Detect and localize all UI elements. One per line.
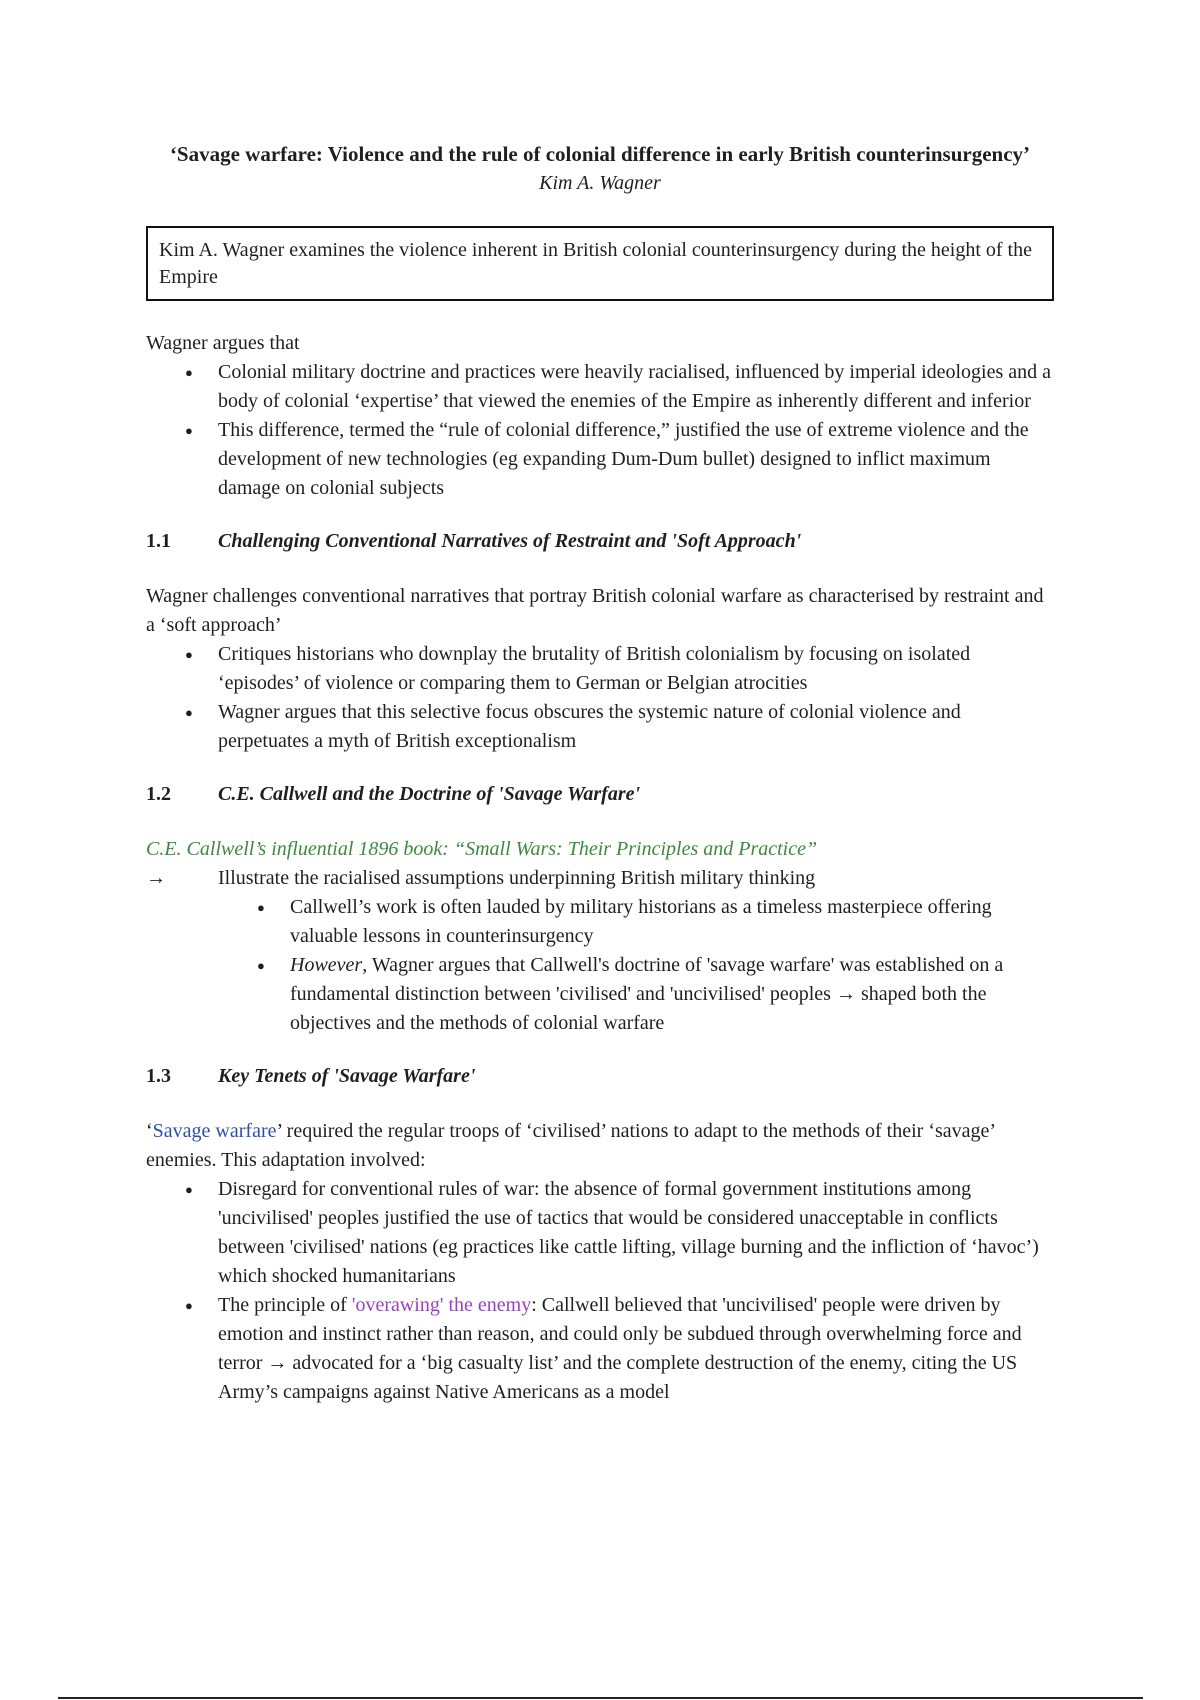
document-page — [146, 140, 1054, 1407]
section-1-3-paragraph — [146, 1117, 1054, 1175]
section-heading-1-2 — [146, 780, 1054, 809]
list-item-text: The principle of — [218, 1294, 352, 1316]
book-reference: C.E. Callwell’s influential 1896 book: “Small Wars: Their Principles and Practice” — [146, 838, 818, 860]
emphasis-text: However — [290, 954, 363, 976]
open-quote: ‘ — [146, 1120, 153, 1142]
section-title: C.E. Callwell and the Doctrine of 'Savage Warfare' — [218, 783, 641, 805]
section-1-3-bullet-list — [146, 1175, 1054, 1407]
highlighted-term: 'overawing' the enemy — [351, 1294, 532, 1316]
document-title: ‘Savage warfare: Violence and the rule of colonial difference in early British counterinsurgency’ — [169, 142, 1031, 166]
intro-lead: Wagner argues that — [146, 332, 300, 354]
page-bottom-rule — [58, 1697, 1143, 1699]
document-author: Kim A. Wagner — [539, 172, 661, 194]
highlighted-term: Savage warfare — [152, 1120, 277, 1142]
section-number: 1.2 — [146, 783, 171, 805]
section-number: 1.3 — [146, 1065, 171, 1087]
list-item-text: , Wagner argues that Callwell's doctrine of 'savage warfare' was established on a fundamental distinction between 'civilised' and 'uncivilised' peoples → shaped both the objectives and the methods of colonial warfare — [290, 954, 1004, 1034]
section-title: Challenging Conventional Narratives of Restraint and 'Soft Approach' — [218, 530, 802, 552]
list-item — [218, 1291, 1054, 1407]
section-1-1-bullet-list — [146, 640, 1054, 756]
list-item: ● Critiques historians who downplay the brutality of British colonialism by focusing on isolated ‘episodes’ of violence or comparing them to German or Belgian atrocities — [218, 640, 1054, 698]
section-heading-1-3 — [146, 1062, 1054, 1091]
section-1-1-paragraph: Wagner challenges conventional narratives that portray British colonial warfare as characterised by restraint and a ‘soft approach’ — [146, 585, 1044, 636]
arrow-note — [146, 864, 1054, 893]
list-item — [290, 951, 1054, 1038]
list-item: ● Callwell’s work is often lauded by military historians as a timeless masterpiece offering valuable lessons in counterinsurgency — [290, 893, 1054, 951]
section-1-2-bullet-list — [146, 893, 1054, 1038]
summary-box: Kim A. Wagner examines the violence inherent in British colonial counterinsurgency during the height of the Empire — [146, 226, 1054, 301]
list-item: ● Wagner argues that this selective focus obscures the systemic nature of colonial violence and perpetuates a myth of British exceptionalism — [218, 698, 1054, 756]
intro-bullet-list — [146, 358, 1054, 503]
section-title: Key Tenets of 'Savage Warfare' — [218, 1065, 476, 1087]
list-item: ● Disregard for conventional rules of war: the absence of formal government institutions among 'uncivilised' peoples justified the use of tactics that would be considered unacceptable in conflicts between 'civilised' nations (eg practices like cattle lifting, village burning and the infliction of ‘havoc’) which shocked humanitarians — [218, 1175, 1054, 1291]
list-item: ● This difference, termed the “rule of colonial difference,” justified the use of extreme violence and the development of new technologies (eg expanding Dum-Dum bullet) designed to inflict maximum damage on colonial subjects — [218, 416, 1054, 503]
arrow-note-text: Illustrate the racialised assumptions underpinning British military thinking — [218, 867, 816, 889]
list-item: ● Colonial military doctrine and practices were heavily racialised, influenced by imperial ideologies and a body of colonial ‘expertise’ that viewed the enemies of the Empire as inherently different and inferior — [218, 358, 1054, 416]
section-number: 1.1 — [146, 530, 171, 552]
list-item-text: : Callwell believed that 'uncivilised' people were driven by emotion and instinct rather than reason, and could only be subdued through overwhelming force and terror → advocated for a ‘big casualty list’ and the complete destruction of the enemy, citing the US Army’s campaigns against Native Americans as a model — [218, 1294, 1022, 1403]
section-heading-1-1 — [146, 527, 1054, 556]
right-arrow-icon: → — [146, 867, 166, 889]
paragraph-text: ’ required the regular troops of ‘civilised’ nations to adapt to the methods of their ‘savage’ enemies. This adaptation involved: — [146, 1120, 995, 1171]
